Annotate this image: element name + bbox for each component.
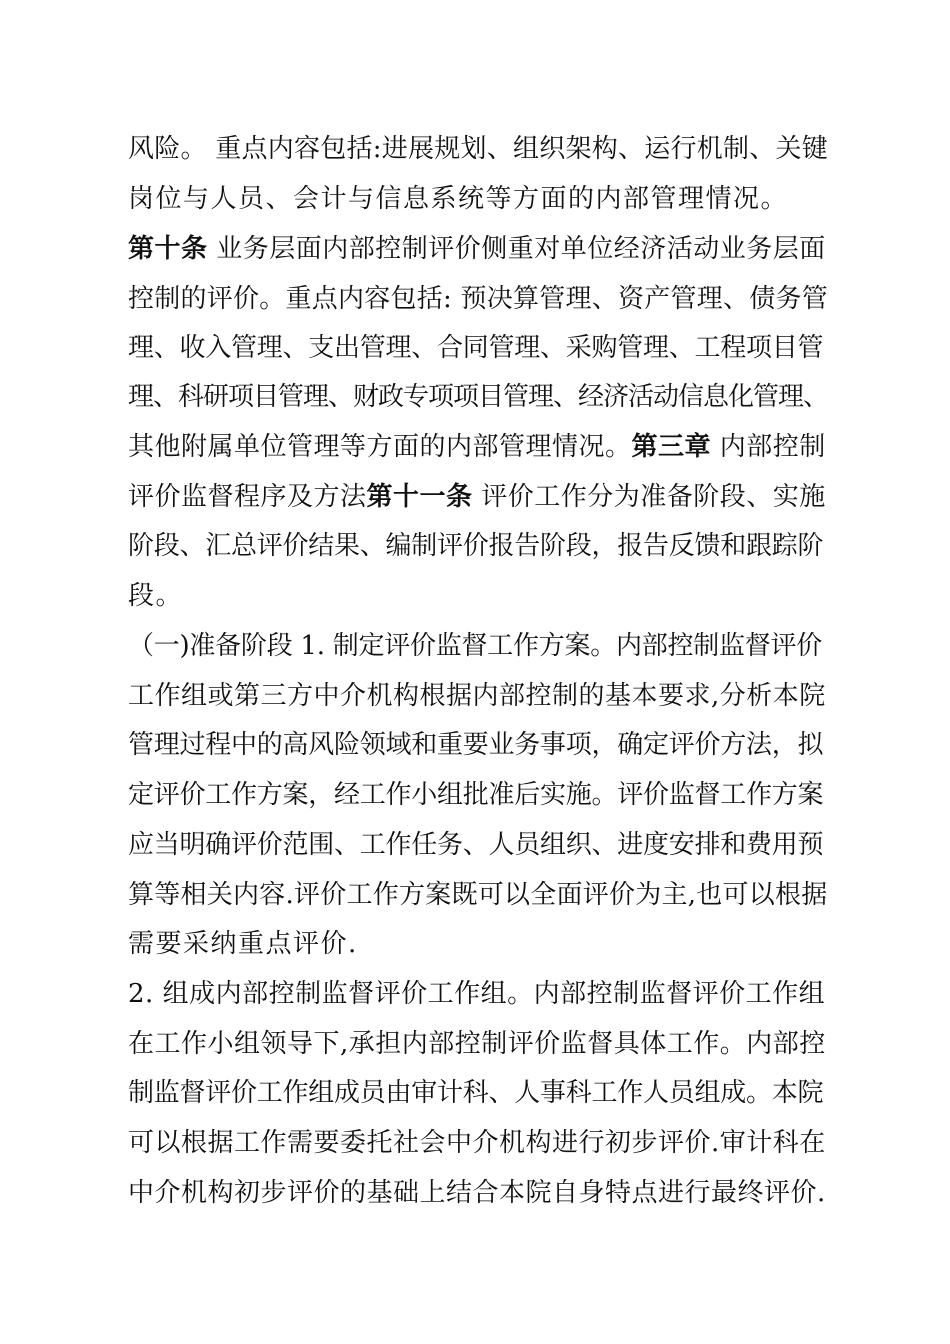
text-span: 管理过程中的高风险领域和重要业务事项，确定评价方法，拟 xyxy=(128,730,824,760)
text-line xyxy=(128,328,828,368)
text-span: 工作组或第三方中介机构根据内部控制的基本要求,分析本院 xyxy=(128,681,826,711)
text-line xyxy=(128,1123,828,1163)
text-line xyxy=(128,1073,828,1113)
text-line xyxy=(128,179,828,219)
text-line xyxy=(128,676,828,716)
text-span: 业务层面内部控制评价侧重对单位经济活动业务层面 xyxy=(207,234,826,264)
text-span: 2. 组成内部控制监督评价工作组。内部控制监督评价工作组 xyxy=(128,979,826,1009)
text-line xyxy=(128,279,828,319)
text-line xyxy=(128,377,828,417)
text-span: 应当明确评价范围、工作任务、人员组织、进度安排和费用预 xyxy=(128,830,824,860)
text-span: 评价监督程序及方法 xyxy=(128,482,367,512)
text-span: 中介机构初步评价的基础上结合本院自身特点进行最终评价. xyxy=(128,1178,826,1208)
text-span: 算等相关内容.评价工作方案既可以全面评价为主,也可以根据 xyxy=(128,880,828,910)
text-line xyxy=(128,576,828,616)
article-heading: 第十条 xyxy=(128,234,208,264)
text-line xyxy=(128,875,828,915)
text-span: 内部控制 xyxy=(711,432,826,462)
text-line xyxy=(128,775,828,815)
text-span: （一)准备阶段 1. 制定评价监督工作方案。内部控制监督评价 xyxy=(128,631,822,661)
text-span: 定评价工作方案，经工作小组批准后实施。评价监督工作方案 xyxy=(128,780,824,810)
text-span: 阶段、汇总评价结果、编制评价报告阶段，报告反馈和跟踪阶 xyxy=(128,531,824,561)
article-heading: 第十一条 xyxy=(366,482,473,512)
text-line xyxy=(128,924,828,964)
text-span: 岗位与人员、会计与信息系统等方面的内部管理情况。 xyxy=(128,184,789,214)
text-span: 在工作小组领导下,承担内部控制评价监督具体工作。内部控 xyxy=(128,1029,826,1059)
text-line xyxy=(128,526,828,566)
text-line xyxy=(128,725,828,765)
text-span: 风险。 重点内容包括:进展规划、组织架构、运行机制、关键 xyxy=(128,134,829,164)
text-line xyxy=(128,626,828,666)
text-line xyxy=(128,229,828,269)
text-span: 理、收入管理、支出管理、合同管理、采购管理、工程项目管 xyxy=(128,333,824,363)
text-span: 理、科研项目管理、财政专项项目管理、经济活动信息化管理、 xyxy=(128,382,829,412)
text-line xyxy=(128,477,828,517)
chapter-heading: 第三章 xyxy=(631,432,712,462)
text-span: 需要采纳重点评价. xyxy=(128,929,358,959)
text-span: 制监督评价工作组成员由审计科、人事科工作人员组成。本院 xyxy=(128,1078,824,1108)
text-line xyxy=(128,129,828,169)
text-line xyxy=(128,427,828,467)
text-span: 控制的评价。重点内容包括: 预决算管理、资产管理、债务管 xyxy=(128,284,829,314)
text-line xyxy=(128,1024,828,1064)
text-span: 段。 xyxy=(128,581,184,611)
text-line xyxy=(128,974,828,1014)
text-line xyxy=(128,825,828,865)
text-line xyxy=(128,1173,828,1213)
text-span: 评价工作分为准备阶段、实施 xyxy=(472,482,826,512)
text-span: 可以根据工作需要委托社会中介机构进行初步评价.审计科在 xyxy=(128,1128,826,1158)
text-span: 其他附属单位管理等方面的内部管理情况。 xyxy=(128,432,632,462)
